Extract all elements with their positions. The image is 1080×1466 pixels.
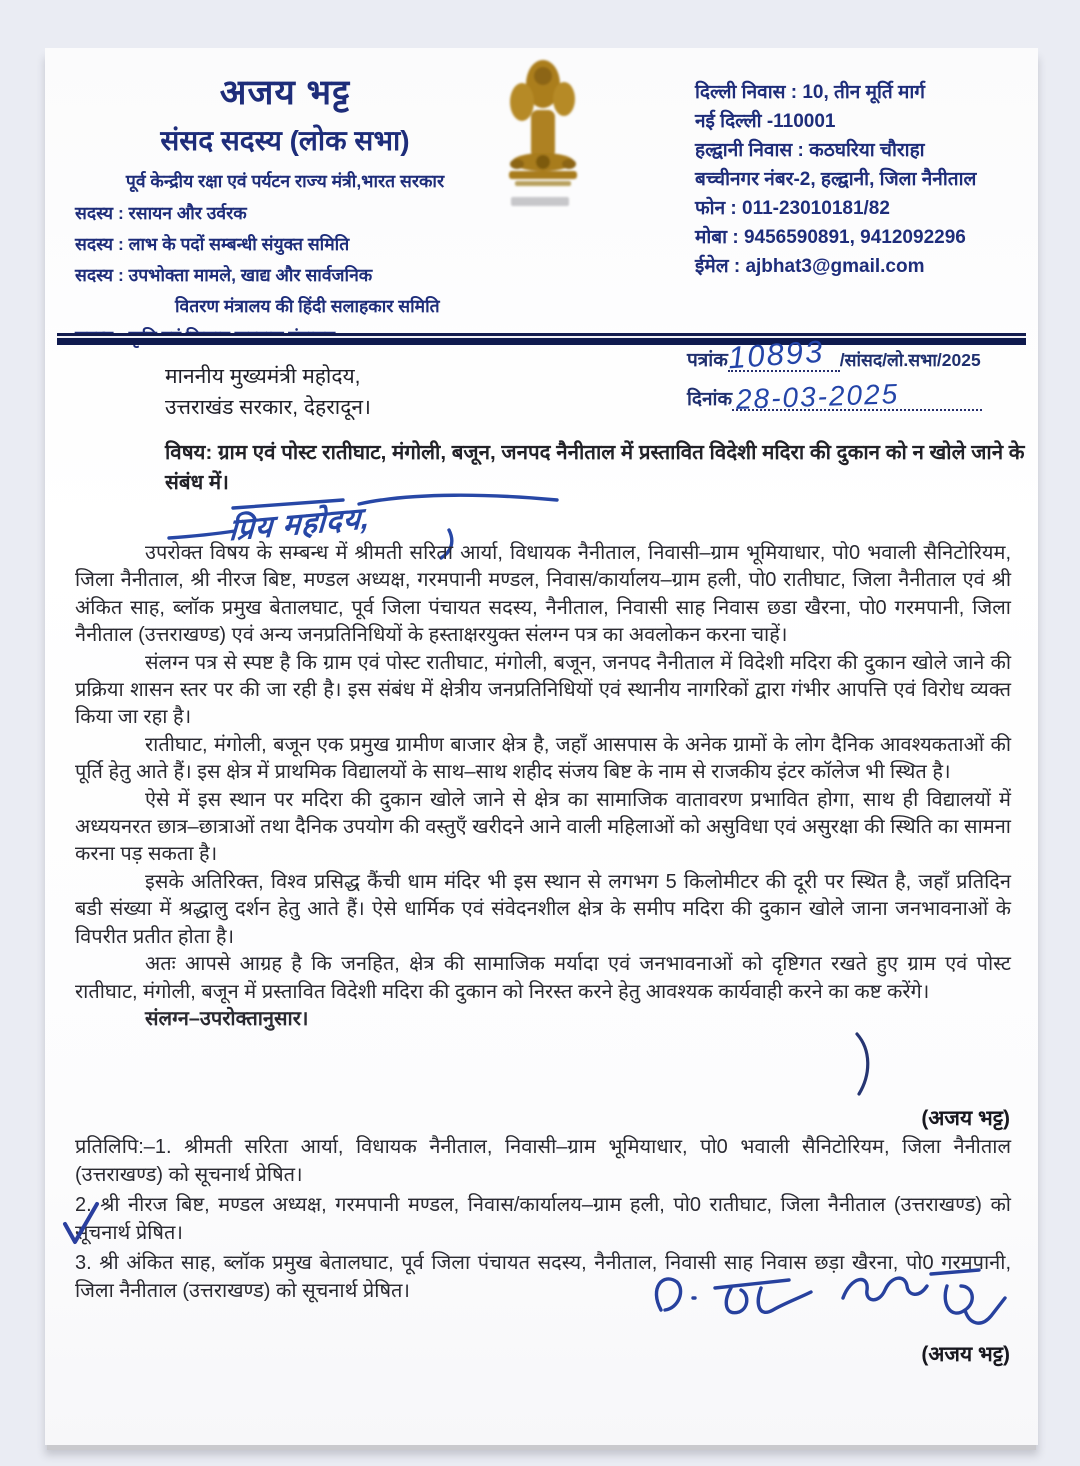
- body-paragraph: अतः आपसे आग्रह है कि जनहित, क्षेत्र की सामाजिक मर्यादा एवं जनभावनाओं को दृष्टिगत रखते हुए ग्राम एवं पोस्ट रातीघाट, मंगोली, बजून में प्रस्तावित विदेशी मदिरा की दुकान को निरस्त करने हेतु आवश्यक कार्यवाही करने का कष्ट करेंगे।: [75, 953, 1011, 1003]
- typed-signature-name: (अजय भट्ट): [921, 1107, 1010, 1130]
- sender-name: अजय भट्ट: [219, 73, 351, 112]
- addressee-line: उत्तराखंड सरकार, देहरादून।: [165, 396, 371, 419]
- membership-line: सदस्य : रसायन और उर्वरक: [75, 203, 247, 223]
- checkmark-ink-icon: [61, 1200, 103, 1248]
- copy-item-text: 2. श्री नीरज बिष्ट, मण्डल अध्यक्ष, गरमपानी मण्डल, निवास/कार्यालय–ग्राम हली, पो0 रातीघाट, जिला नैनीताल (उत्तराखण्ड) को सूचनार्थ प्रेषित।: [75, 1194, 1011, 1244]
- body-paragraph: संलग्न पत्र से स्पष्ट है कि ग्राम एवं पोस्ट रातीघाट, मंगोली, बजून, जनपद नैनीताल में विदेशी मदिरा की दुकान खोले जाने की प्रक्रिया शासन स्तर पर की जा रही है। इस संबंध में क्षेत्रीय जनप्रतिनिधियों एवं स्थानीय नागरिकों द्वारा गंभीर आपत्ति एवं विरोध व्यक्त किया जा रहा है।: [75, 651, 1011, 729]
- letter-page: [45, 48, 1038, 1445]
- body-paragraph: उपरोक्त विषय के सम्बन्ध में श्रीमती सरिता आर्या, विधायक नैनीताल, निवासी–ग्राम भूमियाधार, पो0 भवाली सैनिटोरियम, जिला नैनीताल, श्री नीरज बिष्ट, मण्डल अध्यक्ष, गरमपानी मण्डल, निवास/कार्यालय–ग्राम हली, पो0 रातीघाट, जिला नैनीताल एवं श्री अंकित साह, ब्लॉक प्रमुख बेतालघाट, पूर्व जिला पंचायत सदस्य, नैनीताल, निवासी साह निवास छडा खैरना, पो0 गरमपानी, जिला नैनीताल (उत्तराखण्ड) एवं अन्य जनप्रतिनिधियों के हस्ताक्षरयुक्त संलग्न पत्र का अवलोकन करना चाहें।: [75, 542, 1011, 647]
- body-paragraph: ऐसे में इस स्थान पर मदिरा की दुकान खोले जाने से क्षेत्र का सामाजिक वातावरण प्रभावित होगा, साथ ही विद्यालयों में अध्ययनरत छात्र–छात्राओं तथा दैनिक उपयोग की वस्तुएँ खरीदने आने वाली महिलाओं को असुविधा एवं असुरक्षा की स्थिति का सामना करना पड़ सकता है।: [75, 788, 1011, 866]
- date-dotted-line: [732, 378, 982, 415]
- handwritten-date: 28-03-2025: [735, 378, 900, 415]
- handwritten-signature: [631, 1258, 1009, 1342]
- ink-paren-stroke: [851, 1032, 879, 1096]
- sender-former-role: पूर्व केन्द्रीय रक्षा एवं पर्यटन राज्य मंत्री,भारत सरकार: [125, 171, 445, 191]
- sender-designation: संसद सदस्य (लोक सभा): [160, 125, 410, 156]
- handwritten-letter-number: 10893: [726, 333, 826, 376]
- contact-line-phone: फोन : 011-23010181/82: [695, 198, 890, 219]
- typed-signature-name: (अजय भट्ट): [921, 1343, 1010, 1366]
- addressee-line: माननीय मुख्यमंत्री महोदय,: [165, 365, 361, 388]
- letter-body: [75, 540, 1011, 1033]
- body-paragraph: रातीघाट, मंगोली, बजून एक प्रमुख ग्रामीण बाजार क्षेत्र है, जहाँ आसपास के अनेक ग्रामों के लोग दैनिक आवश्यकताओं की पूर्ति हेतु आते हैं। इस क्षेत्र में प्राथमिक विद्यालयों के साथ–साथ शहीद संजय बिष्ट के नाम से राजकीय इंटर कॉलेज भी स्थित है।: [75, 733, 1011, 784]
- addressee-block: [165, 361, 371, 423]
- letter-number-dotted-line: [726, 333, 840, 376]
- enclosure-line: संलग्न–उपरोक्तानुसार।: [145, 1007, 309, 1030]
- letter-number-label: पत्रांक: [687, 350, 728, 371]
- contact-line-mobile: मोबा : 9456590891, 9412092296: [695, 227, 966, 248]
- date-line: [687, 378, 1039, 415]
- contact-line: बच्चीनगर नंबर-2, हल्द्वानी, जिला नैनीताल: [695, 169, 977, 190]
- contact-line: नई दिल्ली -110001: [695, 111, 836, 132]
- copy-item: प्रतिलिपि:–1. श्रीमती सरिता आर्या, विधायक नैनीताल, निवासी–ग्राम भूमियाधार, पो0 भवाली सैनिटोरियम, जिला नैनीताल (उत्तराखण्ड) को सूचनार्थ प्रेषित।: [75, 1136, 1011, 1186]
- letterhead-title-block: [70, 68, 500, 193]
- salutation-handwriting: प्रिय महोदय,: [228, 501, 372, 548]
- copy-item: [75, 1192, 1011, 1247]
- letter-number-suffix: /सांसद/लो.सभा/2025: [839, 350, 981, 370]
- contact-line: दिल्ली निवास : 10, तीन मूर्ति मार्ग: [695, 82, 925, 103]
- contact-block: [695, 78, 1035, 281]
- letter-number-line: [687, 333, 1039, 376]
- membership-line: वितरण मंत्रालय की हिंदी सलाहकार समिति: [175, 296, 440, 316]
- subject-line: विषय: ग्राम एवं पोस्ट रातीघाट, मंगोली, बजून, जनपद नैनीताल में प्रस्तावित विदेशी मदिरा की दुकान को न खोले जाने के संबंध में।: [165, 441, 1025, 494]
- date-label: दिनांक: [687, 389, 733, 410]
- copy-item: 3. श्री अंकित साह, ब्लॉक प्रमुख बेतालघाट, पूर्व जिला पंचायत सदस्य, नैनीताल, निवासी साह निवास छड़ा खैरना, पो0 गरमपानी, जिला नैनीताल (उत्तराखण्ड) को सूचनार्थ प्रेषित।: [75, 1252, 1011, 1302]
- contact-line-email: ईमेल : ajbhat3@gmail.com: [695, 256, 925, 277]
- reference-block: [687, 333, 1039, 415]
- contact-line: हल्द्वानी निवास : कठघरिया चौराहा: [695, 140, 925, 161]
- ashoka-emblem-icon: [491, 54, 595, 218]
- membership-line: सदस्य : लाभ के पदों सम्बन्धी संयुक्त समिति: [75, 234, 350, 254]
- membership-line: सदस्य : उपभोक्ता मामले, खाद्य और सार्वजनिक: [75, 265, 373, 285]
- letterhead-divider: [57, 333, 1026, 345]
- membership-list: [75, 198, 675, 353]
- body-paragraph: इसके अतिरिक्त, विश्व प्रसिद्ध कैंची धाम मंदिर भी इस स्थान से लगभग 5 किलोमीटर की दूरी पर स्थित है, जहाँ प्रतिदिन बडी संख्या में श्रद्धालु दर्शन हेतु आते हैं। ऐसे धार्मिक एवं संवेदनशील क्षेत्र के समीप मदिरा की दुकान खोले जाना जनभावनाओं के विपरीत प्रतीत होता है।: [75, 870, 1011, 948]
